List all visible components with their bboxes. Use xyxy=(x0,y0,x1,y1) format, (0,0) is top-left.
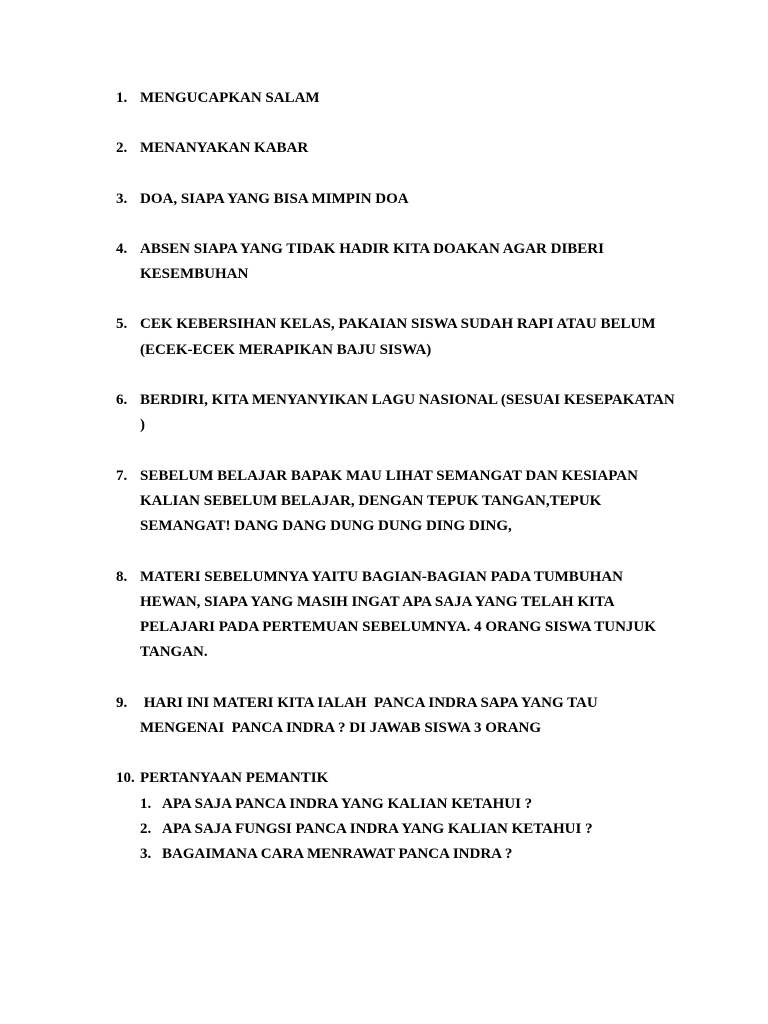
list-item xyxy=(116,136,676,161)
list-item xyxy=(116,691,676,742)
list-item xyxy=(116,86,676,111)
list-item-text: HARI INI MATERI KITA IALAH PANCA INDRA SAPA YANG TAU MENGENAI PANCA INDRA ? DI JAWAB SISWA 3 ORANG xyxy=(140,694,602,737)
numbered-list xyxy=(116,86,676,868)
list-item-text: DOA, SIAPA YANG BISA MIMPIN DOA xyxy=(140,190,409,207)
sub-list-item xyxy=(140,842,676,867)
list-item xyxy=(116,388,676,439)
list-item-text: MENGUCAPKAN SALAM xyxy=(140,90,320,106)
list-item xyxy=(116,237,676,288)
sub-list-item-text: BAGAIMANA CARA MENRAWAT PANCA INDRA ? xyxy=(162,846,513,863)
list-item xyxy=(116,187,676,212)
list-item-number: 2. xyxy=(116,140,128,157)
list-item xyxy=(116,464,676,540)
sub-list-item-text: APA SAJA FUNGSI PANCA INDRA YANG KALIAN KETAHUI ? xyxy=(162,820,593,837)
sub-list-item-number: 2. xyxy=(140,820,152,837)
sub-list-item xyxy=(140,792,676,817)
list-item-text: BERDIRI, KITA MENYANYIKAN LAGU NASIONAL (SESUAI KESEPAKATAN ) xyxy=(140,392,675,434)
list-item-number: 5. xyxy=(116,316,128,333)
list-item xyxy=(116,766,676,867)
list-item-text: MENANYAKAN KABAR xyxy=(140,140,309,157)
list-item-text: ABSEN SIAPA YANG TIDAK HADIR KITA DOAKAN AGAR DIBERI KESEMBUHAN xyxy=(140,240,604,283)
list-item-text: SEBELUM BELAJAR BAPAK MAU LIHAT SEMANGAT DAN KESIAPAN KALIAN SEBELUM BELAJAR, DENGAN TEPUK TANGAN,TEPUK SEMANGAT! DANG DANG DUNG DUNG DING DING, xyxy=(140,467,638,535)
sub-list-item-number: 1. xyxy=(140,795,152,812)
sub-list-item-text: APA SAJA PANCA INDRA YANG KALIAN KETAHUI ? xyxy=(162,795,533,812)
list-item-number: 7. xyxy=(116,467,128,484)
list-item-text: MATERI SEBELUMNYA YAITU BAGIAN-BAGIAN PADA TUMBUHAN HEWAN, SIAPA YANG MASIH INGAT APA SAJA YANG TELAH KITA PELAJARI PADA PERTEMUAN SEBELUMNYA. 4 ORANG SISWA TUNJUK TANGAN. xyxy=(140,568,656,661)
list-item-number: 4. xyxy=(116,240,128,257)
list-item-number: 1. xyxy=(116,90,128,106)
sub-list-item xyxy=(140,817,676,842)
list-item-number: 9. xyxy=(116,694,128,711)
list-item-number: 10. xyxy=(116,770,135,787)
list-item-number: 8. xyxy=(116,568,128,585)
list-item xyxy=(116,312,676,363)
list-item-number: 3. xyxy=(116,190,128,207)
sub-list-item-number: 3. xyxy=(140,846,152,863)
list-item-text: CEK KEBERSIHAN KELAS, PAKAIAN SISWA SUDAH RAPI ATAU BELUM (ECEK-ECEK MERAPIKAN BAJU SISWA) xyxy=(140,316,656,358)
list-item xyxy=(116,565,676,666)
sub-list xyxy=(140,792,676,868)
list-item-number: 6. xyxy=(116,392,128,409)
list-item-text: PERTANYAAN PEMANTIK xyxy=(140,770,329,787)
